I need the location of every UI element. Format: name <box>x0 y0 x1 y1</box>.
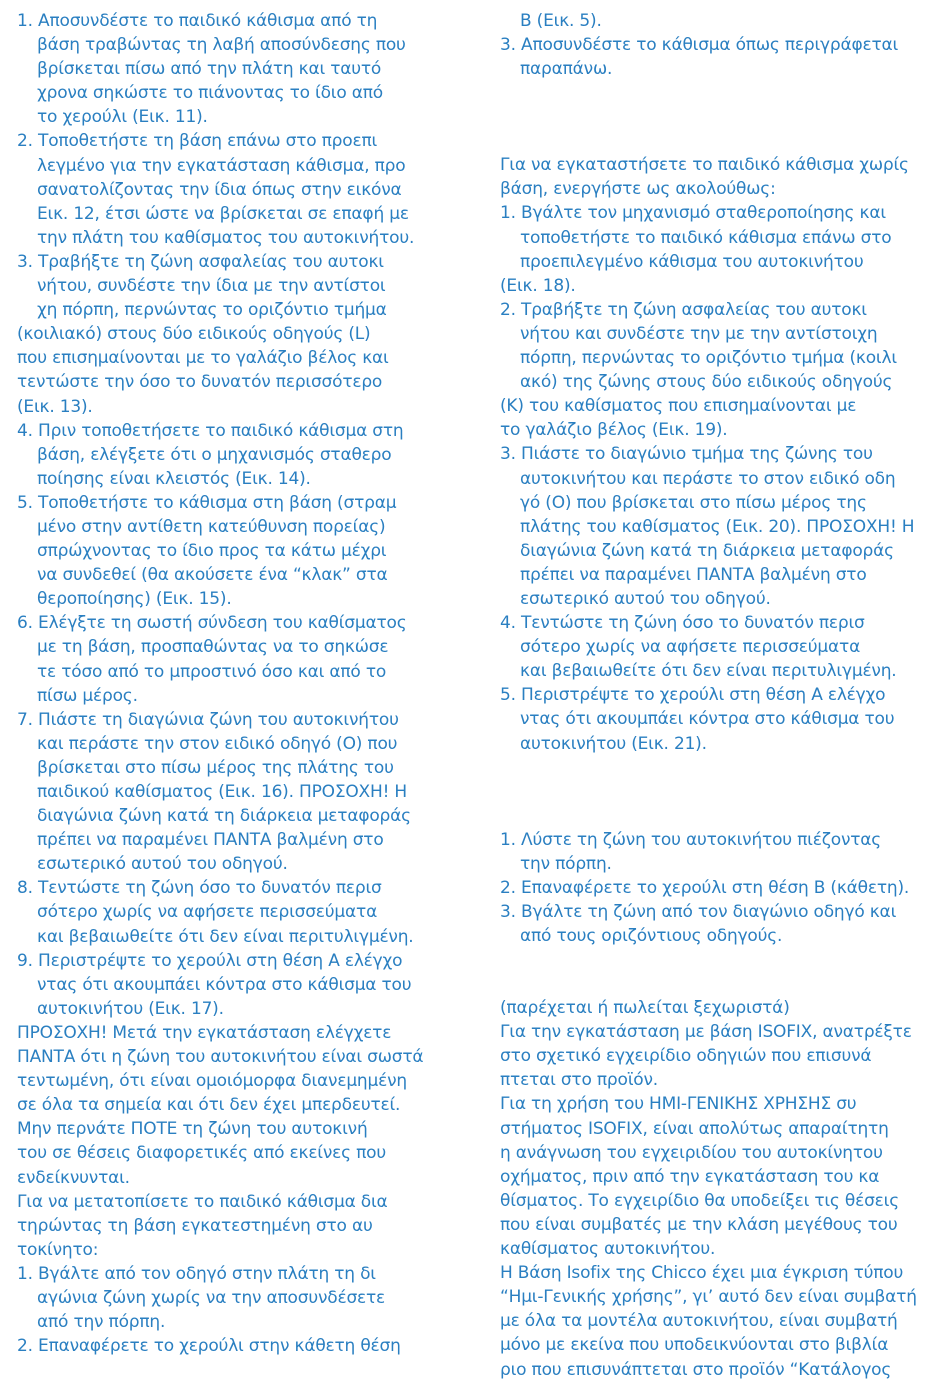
text-line: παραπάνω. <box>520 59 613 80</box>
right-block-isofix-base <box>500 996 940 1382</box>
text-line: διαγώνια ζώνη κατά τη διάρκεια μεταφοράς <box>520 540 894 561</box>
text-line: πρέπει να παραμένει ΠΑΝΤΑ βαλμένη στο <box>520 564 867 585</box>
text-line: 3. Αποσυνδέστε το κάθισμα όπως περιγράφεται <box>500 35 899 56</box>
text-line: 4. Τεντώστε τη ζώνη όσο το δυνατόν περισ <box>500 613 865 634</box>
text-line: 1. Βγάλτε τον μηχανισμό σταθεροποίησης και <box>500 203 886 224</box>
text-line: γό (O) που βρίσκεται στο πίσω μέρος της <box>520 492 867 513</box>
text-line: και περάστε την στον ειδικό οδηγό (O) που <box>37 733 398 754</box>
text-line: με όλα τα μοντέλα αυτοκινήτου, είναι συμβατή <box>500 1311 898 1332</box>
text-line: (παρέχεται ή πωλείται ξεχωριστά) <box>500 998 790 1019</box>
section-gap <box>500 81 940 153</box>
text-line: η ανάγνωση του εγχειριδίου του αυτοκίνητου <box>500 1142 883 1163</box>
text-line: ΠΑΝΤΑ ότι η ζώνη του αυτοκινήτου είναι σωστά <box>17 1047 424 1068</box>
text-line: βάση, ελέγξετε ότι ο μηχανισμός σταθερο <box>37 444 392 465</box>
text-line: εσωτερικό αυτού του οδηγού. <box>520 588 771 609</box>
text-line: βρίσκεται στο πίσω μέρος της πλάτης του <box>37 757 394 778</box>
left-column <box>17 9 457 1358</box>
text-line: 9. Περιστρέψτε το χερούλι στη θέση Α ελέγχο <box>17 950 403 971</box>
text-line: 5. Τοποθετήστε το κάθισμα στη βάση (στραμ <box>17 492 397 513</box>
text-line: σότερο χωρίς να αφήσετε περισσεύματα <box>520 637 861 658</box>
text-line: 5. Περιστρέψτε το χερούλι στη θέση Α ελέγχο <box>500 685 886 706</box>
text-line: ενδείκνυνται. <box>17 1167 130 1188</box>
text-line: 1. Βγάλτε από τον οδηγό στην πλάτη τη δι <box>17 1263 376 1284</box>
text-line: νήτου, συνδέστε την ίδια με την αντίστοι <box>37 276 386 297</box>
right-block-continued-steps <box>500 9 940 81</box>
text-line: βάση τραβώντας τη λαβή αποσύνδεσης που <box>37 35 406 56</box>
text-line: σότερο χωρίς να αφήσετε περισσεύματα <box>37 902 378 923</box>
text-line: ποίησης είναι κλειστός (Εικ. 14). <box>37 468 311 489</box>
text-line: το γαλάζιο βέλος (Εικ. 19). <box>500 420 728 441</box>
text-line: Η Βάση Isofix της Chicco έχει μια έγκριση τύπου <box>500 1263 904 1284</box>
right-block-install-without-base <box>500 153 940 755</box>
text-line: αγώνια ζώνη χωρίς να την αποσυνδέσετε <box>37 1287 386 1308</box>
text-line: ΠΡΟΣΟΧΗ! Μετά την εγκατάσταση ελέγχετε <box>17 1022 392 1043</box>
text-line: αυτοκινήτου και περάστε το στον ειδικό οδη <box>520 468 896 489</box>
text-line: τεντώστε την όσο το δυνατόν περισσότερο <box>17 372 383 393</box>
text-line: το χερούλι (Εικ. 11). <box>37 107 208 128</box>
text-line: 3. Πιάστε το διαγώνιο τμήμα της ζώνης του <box>500 444 873 465</box>
text-line: διαγώνια ζώνη κατά τη διάρκεια μεταφοράς <box>37 806 411 827</box>
text-line: την πλάτη του καθίσματος του αυτοκινήτου. <box>37 227 415 248</box>
text-line: εσωτερικό αυτού του οδηγού. <box>37 854 288 875</box>
text-line: πόρπη, περνώντας το οριζόντιο τμήμα (κοιλι <box>520 348 897 369</box>
text-line: πλάτης του καθίσματος (Εικ. 20). ΠΡΟΣΟΧΗ! Η <box>520 516 915 537</box>
text-line: 4. Πριν τοποθετήσετε το παιδικό κάθισμα στη <box>17 420 404 441</box>
text-line: λεγμένο για την εγκατάσταση κάθισμα, προ <box>37 155 406 176</box>
right-column <box>500 9 940 1382</box>
text-line: 2. Τραβήξτε τη ζώνη ασφαλείας του αυτοκι <box>500 299 867 320</box>
text-line: από τους οριζόντιους οδηγούς. <box>520 926 783 946</box>
text-line: πρέπει να παραμένει ΠΑΝΤΑ βαλμένη στο <box>37 830 384 851</box>
text-line: οχήματος, πριν από την εγκατάσταση του κα <box>500 1166 880 1187</box>
text-line: 2. Επαναφέρετε το χερούλι στην κάθετη θέση <box>17 1336 401 1357</box>
text-line: νήτου και συνδέστε την με την αντίστοιχη <box>520 323 878 344</box>
text-line: αυτοκινήτου (Εικ. 21). <box>520 733 707 754</box>
text-line: πίσω μέρος. <box>37 685 138 706</box>
text-line: τηρώντας τη βάση εγκατεστημένη στο αυ <box>17 1215 373 1236</box>
text-line: 3. Τραβήξτε τη ζώνη ασφαλείας του αυτοκι <box>17 251 384 272</box>
text-line: ντας ότι ακουμπάει κόντρα στο κάθισμα του <box>520 709 895 730</box>
text-line: μόνο με εκείνα που υποδεικνύονται στο βιβλία <box>500 1335 889 1356</box>
text-line: ντας ότι ακουμπάει κόντρα στο κάθισμα του <box>37 974 412 995</box>
text-line: 7. Πιάστε τη διαγώνια ζώνη του αυτοκινήτου <box>17 709 399 730</box>
text-line: (K) του καθίσματος που επισημαίνονται με <box>500 396 857 417</box>
text-line: τεντωμένη, ότι είναι ομοιόμορφα διανεμημένη <box>17 1071 407 1092</box>
text-line: που επισημαίνονται με το γαλάζιο βέλος και <box>17 348 389 369</box>
text-line: και βεβαιωθείτε ότι δεν είναι περιτυλιγμένη. <box>520 661 897 682</box>
text-line: τοποθετήστε το παιδικό κάθισμα επάνω στο <box>520 227 892 248</box>
text-line: (Εικ. 18). <box>500 275 576 296</box>
text-line: ακό) της ζώνης στους δύο ειδικούς οδηγούς <box>520 372 893 393</box>
right-block-removal-steps <box>500 828 940 948</box>
text-line: Μην περνάτε ΠΟΤΕ τη ζώνη του αυτοκινή <box>17 1119 368 1140</box>
text-line: να συνδεθεί (θα ακούσετε ένα “κλακ” στα <box>37 565 388 586</box>
text-line: (κοιλιακό) στους δύο ειδικούς οδηγούς (L) <box>17 324 371 345</box>
text-line: καθίσματος αυτοκινήτου. <box>500 1239 716 1260</box>
text-line: που είναι συμβατές με την κλάση μεγέθους του <box>500 1214 898 1235</box>
text-line: “Ημι-Γενικής χρήσης”, γι’ αυτό δεν είναι συμβατή <box>500 1287 917 1308</box>
text-line: τε τόσο από το μπροστινό όσο και από το <box>37 661 387 682</box>
text-line: αυτοκινήτου (Εικ. 17). <box>37 998 224 1019</box>
text-line: του σε θέσεις διαφορετικές από εκείνες που <box>17 1143 386 1164</box>
text-line: στο σχετικό εγχειρίδιο οδηγιών που επισυνά <box>500 1046 872 1067</box>
text-line: θεροποίησης) (Εικ. 15). <box>37 589 232 610</box>
text-line: από την πόρπη. <box>37 1312 166 1333</box>
text-line: σε όλα τα σημεία και ότι δεν έχει μπερδευτεί. <box>17 1095 401 1116</box>
text-line: 2. Επαναφέρετε το χερούλι στη θέση Β (κάθετη). <box>500 877 910 898</box>
text-line: 2. Τοποθετήστε τη βάση επάνω στο προεπι <box>17 131 378 152</box>
text-line: χρονα σηκώστε το πιάνοντας το ίδιο από <box>37 83 383 104</box>
text-line: 3. Βγάλτε τη ζώνη από τον διαγώνιο οδηγό και <box>500 901 897 922</box>
text-line: χη πόρπη, περνώντας το οριζόντιο τμήμα <box>37 300 387 321</box>
text-line: Β (Εικ. 5). <box>520 11 602 31</box>
text-line: βρίσκεται πίσω από την πλάτη και ταυτό <box>37 59 382 80</box>
text-line: με τη βάση, προσπαθώντας να το σηκώσε <box>37 637 389 658</box>
text-line: Για τη χρήση του ΗΜΙ-ΓΕΝΙΚΗΣ ΧΡΗΣΗΣ συ <box>500 1094 857 1115</box>
text-line: Για να εγκαταστήσετε το παιδικό κάθισμα χωρίς <box>500 155 909 176</box>
text-line: βάση, ενεργήστε ως ακολούθως: <box>500 179 776 200</box>
text-line: (Εικ. 13). <box>17 396 93 417</box>
text-line: πτεται στο προϊόν. <box>500 1070 658 1091</box>
text-line: Για να μετατοπίσετε το παιδικό κάθισμα δια <box>17 1191 388 1212</box>
section-gap <box>500 948 940 996</box>
text-line: σπρώχνοντας το ίδιο προς τα κάτω μέχρι <box>37 541 387 562</box>
text-line: την πόρπη. <box>520 853 612 874</box>
text-line: τοκίνητο: <box>17 1239 99 1260</box>
text-line: σανατολίζοντας την ίδια όπως στην εικόνα <box>37 179 402 200</box>
section-gap <box>500 756 940 828</box>
text-line: 8. Τεντώστε τη ζώνη όσο το δυνατόν περισ <box>17 878 382 899</box>
text-line: 1. Λύστε τη ζώνη του αυτοκινήτου πιέζοντας <box>500 829 882 850</box>
text-line: μένο στην αντίθετη κατεύθυνση πορείας) <box>37 516 386 537</box>
text-line: 1. Αποσυνδέστε το παιδικό κάθισμα από τη <box>17 11 378 31</box>
text-line: στήματος ISOFIX, είναι απολύτως απαραίτητη <box>500 1118 889 1139</box>
text-line: ριο που επισυνάπτεται στο προϊόν “Κατάλογος <box>500 1359 892 1380</box>
text-line: και βεβαιωθείτε ότι δεν είναι περιτυλιγμένη. <box>37 926 414 947</box>
text-line: Εικ. 12, έτσι ώστε να βρίσκεται σε επαφή με <box>37 203 409 224</box>
text-line: προεπιλεγμένο κάθισμα του αυτοκινήτου <box>520 251 864 272</box>
text-line: θίσματος. Το εγχειρίδιο θα υποδείξει τις θέσεις <box>500 1190 899 1211</box>
text-line: 6. Ελέγξτε τη σωστή σύνδεση του καθίσματος <box>17 613 407 634</box>
text-line: παιδικού καθίσματος (Εικ. 16). ΠΡΟΣΟΧΗ! Η <box>37 782 407 802</box>
text-line: Για την εγκατάσταση με βάση ISOFIX, ανατρέξτε <box>500 1022 912 1043</box>
